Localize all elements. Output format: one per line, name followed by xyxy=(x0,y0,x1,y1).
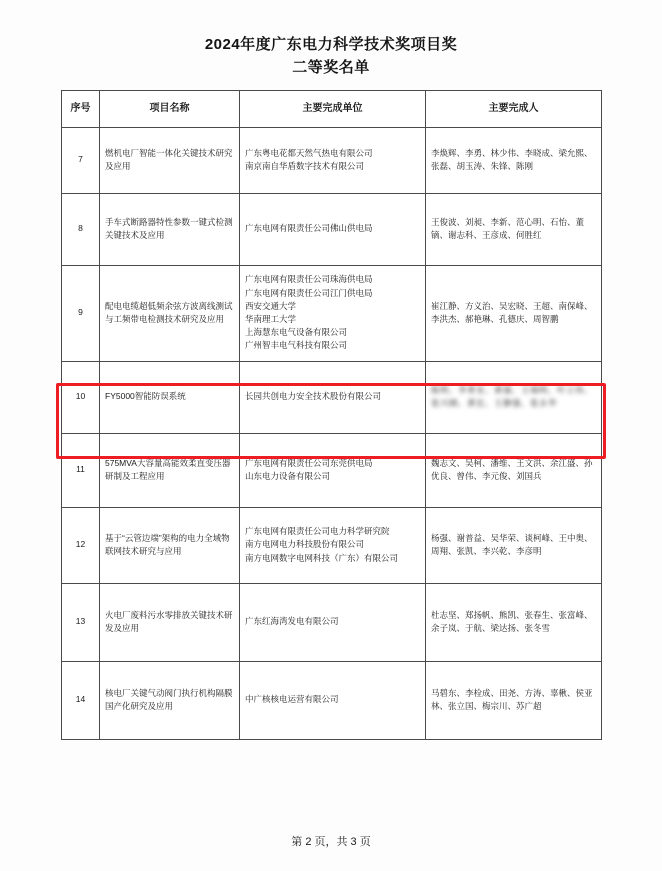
award-table-wrapper xyxy=(61,90,601,740)
table-header-row xyxy=(62,90,602,127)
unit-line: 广东电网有限责任公司江门供电局 xyxy=(245,287,373,298)
award-table xyxy=(61,90,602,740)
table-row xyxy=(62,265,602,361)
unit-line: 广东电网有限责任公司电力科学研究院 xyxy=(245,526,390,537)
unit-line: 中广核核电运营有限公司 xyxy=(245,694,339,705)
row-number: 13 xyxy=(62,583,100,661)
row-project-name: FY5000智能防误系统 xyxy=(100,361,240,433)
unit-line: 南京南自华盾数字技术有限公司 xyxy=(245,161,365,171)
column-header-project-name: 项目名称 xyxy=(100,90,240,127)
row-number: 14 xyxy=(62,661,100,739)
unit-line: 上海慧东电气设备有限公司 xyxy=(245,327,348,338)
unit-line: 广州智丰电气科技有限公司 xyxy=(245,340,348,351)
table-row xyxy=(62,433,602,507)
row-project-name: 手车式断路器特性参数一键式检测关键技术及应用 xyxy=(100,193,240,265)
unit-line: 山东电力设备有限公司 xyxy=(245,471,331,481)
row-people: 崔江静、方义治、吴宏晓、王超、南保峰、李洪杰、郝艳琳、孔德庆、周智鹏 xyxy=(426,265,602,361)
row-units xyxy=(240,127,426,193)
unit-line: 华南理工大学 xyxy=(245,314,297,324)
row-project-name: 燃机电厂智能一体化关键技术研究及应用 xyxy=(100,127,240,193)
row-number: 7 xyxy=(62,127,100,193)
table-header xyxy=(62,90,602,127)
unit-line: 南方电网数字电网科技（广东）有限公司 xyxy=(245,552,399,563)
row-people: 李焕辉、李勇、林少伟、李晓成、梁允熙、张磊、胡玉涛、朱锋、陈刚 xyxy=(426,127,602,193)
row-number: 12 xyxy=(62,507,100,583)
column-header-units: 主要完成单位 xyxy=(240,90,426,127)
row-people: 王俊波、刘昶、李新、范心明、石怡、董镝、谢志科、王彦成、何胜红 xyxy=(426,193,602,265)
row-number: 10 xyxy=(62,361,100,433)
table-body xyxy=(62,127,602,739)
row-units xyxy=(240,193,426,265)
row-people: 杜志坚、郑扬帆、熊凯、张春生、张富峰、余子岚、于航、梁达扬、张冬雪 xyxy=(426,583,602,661)
unit-line: 广东电网有限责任公司佛山供电局 xyxy=(245,223,373,234)
row-number: 9 xyxy=(62,265,100,361)
row-units xyxy=(240,265,426,361)
row-project-name: 火电厂废料污水零排放关键技术研发及应用 xyxy=(100,583,240,661)
row-project-name: 配电电缆超低频余弦方波离线测试与工频带电检测技术研究及应用 xyxy=(100,265,240,361)
row-number: 11 xyxy=(62,433,100,507)
row-units xyxy=(240,507,426,583)
unit-line: 西安交通大学 xyxy=(245,300,297,311)
row-number: 8 xyxy=(62,193,100,265)
table-row xyxy=(62,507,602,583)
table-row xyxy=(62,193,602,265)
unit-line: 长园共创电力安全技术股份有限公司 xyxy=(245,391,382,402)
unit-line: 广东电网有限责任公司珠海供电局 xyxy=(245,274,373,285)
row-units xyxy=(240,433,426,507)
row-project-name: 核电厂关键气动阀门执行机构隔膜国产化研究及应用 xyxy=(100,661,240,739)
row-people: 魏志文、吴柯、潘维、王文洪、余江盛、孙优良、曾伟、李元俊、刘国兵 xyxy=(426,433,602,507)
row-units xyxy=(240,661,426,739)
unit-line: 广东电网有限责任公司东莞供电局 xyxy=(245,457,373,468)
document-title-line2: 二等奖名单 xyxy=(292,58,370,76)
unit-line: 广东粤电花都天然气热电有限公司 xyxy=(245,147,373,158)
row-project-name: 基于“云管边端”架构的电力全域物联网技术研究与应用 xyxy=(100,507,240,583)
row-project-name: 575MVA大容量高能效柔直变压器研制及工程应用 xyxy=(100,433,240,507)
row-people-redacted: 陈明、李育安、黄强、王瑞明、叶立伟、张兴刚、黄宏、王静强、张永华 xyxy=(426,361,602,433)
row-people: 马碧东、李栓成、田尧、方涛、辜楸、侯亚林、张立国、梅宗川、苏广超 xyxy=(426,661,602,739)
unit-line: 广东红海湾发电有限公司 xyxy=(245,616,339,627)
table-row xyxy=(62,661,602,739)
row-people: 杨强、谢普益、吴华荣、谈柯峰、王中奥、周翔、张凯、李兴乾、李彦明 xyxy=(426,507,602,583)
column-header-no: 序号 xyxy=(62,90,100,127)
column-header-people: 主要完成人 xyxy=(426,90,602,127)
table-row xyxy=(62,127,602,193)
table-row xyxy=(62,583,602,661)
table-row-highlighted xyxy=(62,361,602,433)
unit-line: 南方电网电力科技股份有限公司 xyxy=(245,539,365,550)
document-title-line1: 2024年度广东电力科学技术奖项目奖 xyxy=(204,36,458,53)
row-units xyxy=(240,583,426,661)
page-footer: 第 2 页，共 3 页 xyxy=(291,836,371,848)
row-units xyxy=(240,361,426,433)
